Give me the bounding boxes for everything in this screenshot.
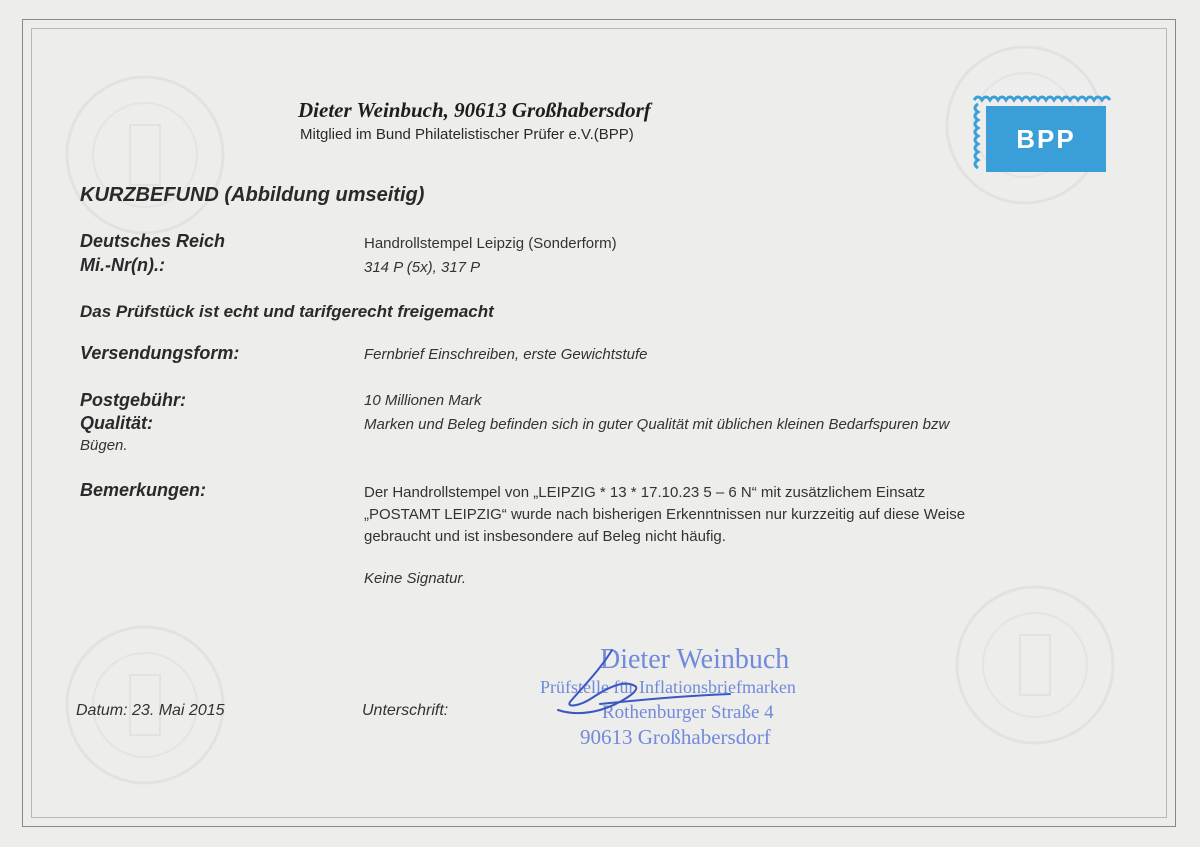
- embossed-seal-icon: [950, 580, 1120, 750]
- quality-value: Marken und Beleg befinden sich in guter Qualität mit üblichen kleinen Bedarfspuren bzw: [364, 416, 950, 433]
- territory-label: Deutsches Reich: [80, 231, 226, 251]
- shipping-label: Versendungsform:: [80, 343, 240, 363]
- examiner-stamp: [530, 630, 890, 760]
- postage-value: 10 Millionen Mark: [364, 392, 482, 409]
- document-title: KURZBEFUND (Abbildung umseitig): [80, 184, 425, 206]
- stamp-line-3: Rothenburger Straße 4: [602, 702, 774, 723]
- remarks-line-1: Der Handrollstempel von „LEIPZIG * 13 * 17.10.23 5 – 6 N“ mit zusätzlichem Einsatz: [364, 484, 926, 501]
- signature-label: Unterschrift:: [362, 702, 449, 719]
- catalog-numbers: 314 P (5x), 317 P: [364, 259, 481, 276]
- remarks-label: Bemerkungen:: [80, 480, 207, 500]
- item-description: Handrollstempel Leipzig (Sonderform): [364, 235, 617, 252]
- membership-line: Mitglied im Bund Philatelistischer Prüfer e.V.(BPP): [300, 126, 634, 143]
- postage-label: Postgebühr:: [80, 390, 186, 410]
- quality-label: Qualität:: [80, 413, 154, 433]
- bpp-logo-text: BPP: [1016, 124, 1076, 154]
- quality-continuation: Bügen.: [80, 437, 128, 454]
- catalog-label: Mi.-Nr(n).:: [80, 255, 165, 275]
- embossed-seal-icon: [60, 70, 230, 240]
- shipping-value: Fernbrief Einschreiben, erste Gewichtstufe: [364, 346, 648, 363]
- date-line: Datum: 23. Mai 2015: [76, 702, 225, 719]
- bpp-logo-icon: [972, 92, 1112, 176]
- verdict: Das Prüfstück ist echt und tarifgerecht freigemacht: [80, 302, 494, 321]
- stamp-line-4: 90613 Großhabersdorf: [580, 725, 771, 749]
- signature-note: Keine Signatur.: [364, 570, 467, 587]
- stamp-line-2: Prüfstelle für Inflationsbriefmarken: [540, 677, 796, 697]
- remarks-line-2: „POSTAMT LEIPZIG“ wurde nach bisherigen Erkenntnissen nur kurzzeitig auf diese Weise: [364, 506, 966, 523]
- stamp-line-1: Dieter Weinbuch: [600, 644, 790, 675]
- remarks-line-3: gebraucht und ist insbesondere auf Beleg nicht häufig.: [364, 528, 726, 545]
- examiner-name: Dieter Weinbuch, 90613 Großhabersdorf: [298, 98, 651, 122]
